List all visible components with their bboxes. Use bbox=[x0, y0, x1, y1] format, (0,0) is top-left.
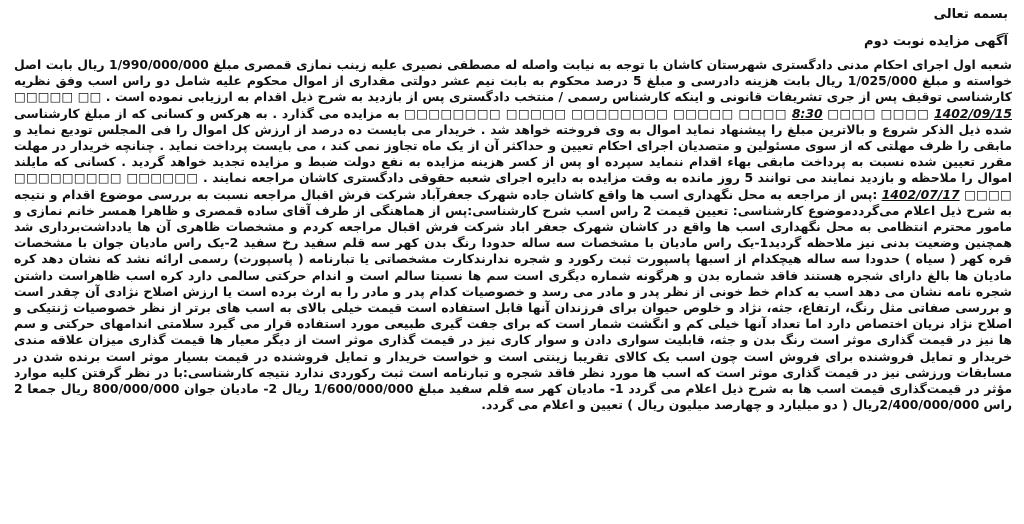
garbled-text-1: □□ □□□□□ bbox=[14, 89, 102, 105]
auction-time: 8:30 bbox=[791, 105, 823, 121]
notice-text-part-3: :پس از مراجعه به محل نگهداری اسب ها واقع کاشان جاده شهرک جعفرآباد شرکت فرش اقبال مراجعه نسبت به بررسی موضوع اقدام و نتیجه به شرح ذیل اعلام می‌گرددموضوع کارشناسی: تعیین قیمت 2 راس اسب شرح کارشناسی:پس از هماهنگی از طرف آقای ساده قمصری و ظاهرا همسر خانم نمازی و مامور محترم انتظامی به محل نگهداری اسب ها واقع در کاشان شهرک جعفر اباد شرکت فرش اقبال مراجعه کردم و مشخصات ظاهری آن ها یادداشت‌برداری شد همچنین وضعیت بدنی نیز ملاحظه گردید1-یک راس مادیان با مشخصات سه ساله حدودا رنگ بدن کهر سه قلم سفید رخ سفید 2-یک راس مادیان جوان با مشخصات قره کهر ( سیاه ) حدودا سه ساله هیچکدام از اسبها پاسپورت ثبت رکورد و شجره ندارندکارت مشخصاتی یا تبارنامه ( پاسپورت) رسمی ارائه نشد که نشان دهد کره مادیان ها بالغ دارای شجره هستند فاقد شماره بدن و هرگونه شماره دیگری است سم ها نسبتا سالم است و اندام حرکتی سالمی دارد کره اسب ظاهراست داشتن شجره نامه نشان می دهد اسب به کدام خط خونی از نظر پدر و مادر می رسد و خصوصیات کدام پدر و مادر را به ارث برده است یا ارزش اصلاح نژادی آن چقدر است و بررسی صفاتی مثل رنگ، ارتفاع، جثه، نژاد و خلوص حیوان برای فرزندان آنها قابل استفاده است قیمت خیلی بالای به اسب های برتر از نظر خصوصیات ژنتیکی و اصلاح نژاد نریان اختصاص دارد اما تعداد آنها خیلی کم و انگشت شمار است که برای جفت گیری طبیعی مورد استفاده قرار می گیرد سلامتی اندامهای حرکتی و سم ها نیز در قیمت گذاری موثر است رنگ بدن و جثه، قابلیت سواری دادن و سوار کاری نیز در قیمت گذاری موثر است از دیگر معیار ها قیمت گذاری میزان علاقه مندی خریدار و تمایل فروشنده برای فروش است چون اسب یک کالای تقریبا زینتی است و خواست خریدار و تمایل فروشنده در قیمت بسیار موثر است برنده شدن در مسابقات ورزشی نیز در قیمت گذاری موثر است که اسب ها مورد نظر فاقد شجره و تبارنامه است ثبت رکوردی ندارد نتیجه کارشناسی:با در نظر گرفتن کلیه موارد مؤثر در قیمت‌گذاری قیمت اسب ها به شرح ذیل اعلام می گردد 1- مادیان کهر سه قلم سفید مبلغ 1/600/000/000 ریال 2- مادیان جوان 800/000/000 ریال جمعا 2 راس 2/400/000/000ریال ( دو میلیارد و چهارصد میلیون ریال ) تعیین و اعلام می گردد. bbox=[14, 186, 1013, 413]
garbled-text-3: □□□□ □□□□□ □□□□□□□□ □□□□□ □□□□□□□□ bbox=[404, 105, 788, 121]
garbled-text-5: □□□□ bbox=[964, 186, 1012, 202]
notice-title: آگهی مزایده نوبت دوم bbox=[864, 34, 1008, 49]
notice-text-part-2: به مزایده می گذارد . به هرکس و کسانی که از مبلغ کارشناسی شده ذیل الذکر شروع و بالاترین مبلغ را پیشنهاد نماید اموال به وی فروخته خواهد شد . خریدار می بایست ده درصد از ارزش کل اموال را فی المجلس تودیع نماید و مابقی را ظرف مهلتی که از سوی مسئولین و متصدیان اجرای احکام تعیین و حداکثر آن از یک ماه تجاوز نمی کند ، می بایست پرداخت نماید . چنانچه خریدار در مهلت مقرر تعیین شده نسبت به پرداخت مابقی بهاء اقدام ننماید سپرده او پس از کسر هزینه مزایده به نفع دولت ضبط و مزایده تجدید خواهد گردید . کسانی که مایلند اموال را ملاحظه و بازدید نمایند می توانند 5 روز مانده به وقت مزایده به دایره اجرای شعبه حقوقی دادگستری کاشان مراجعه نمایند . bbox=[14, 105, 1012, 186]
inspection-date: 1402/07/17 bbox=[881, 186, 960, 202]
garbled-text-2: □□□□ □□□□ bbox=[827, 105, 930, 121]
garbled-text-4: □□□□□□ □□□□□□□□□ bbox=[14, 170, 199, 186]
notice-text-part-1: شعبه اول اجرای احکام مدنی دادگستری شهرستان کاشان با توجه به نیابت واصله له مصطفی نصیری علیه زینب نمازی قمصری مبلغ 1/990/000/000 ریال بابت اصل خواسته و مبلغ 1/025/000 ریال بابت هزینه دادرسی و مبلغ 5 درصد محکوم به بابت نیم عشر دولتی مقداری از اموال محکوم علیه شامل دو راس اسب وفق نظریه کارشناسی توقیف پس از جری تشریفات قانونی و اینکه کارشناس رسمی / منتخب دادگستری پس از بازدید به شرح ذیل اقدام به ارزیابی نموده است . bbox=[14, 57, 1012, 105]
bismillah-header: بسمه تعالی bbox=[933, 7, 1008, 22]
notice-body bbox=[14, 57, 1012, 413]
auction-date: 1402/09/15 bbox=[933, 105, 1012, 121]
